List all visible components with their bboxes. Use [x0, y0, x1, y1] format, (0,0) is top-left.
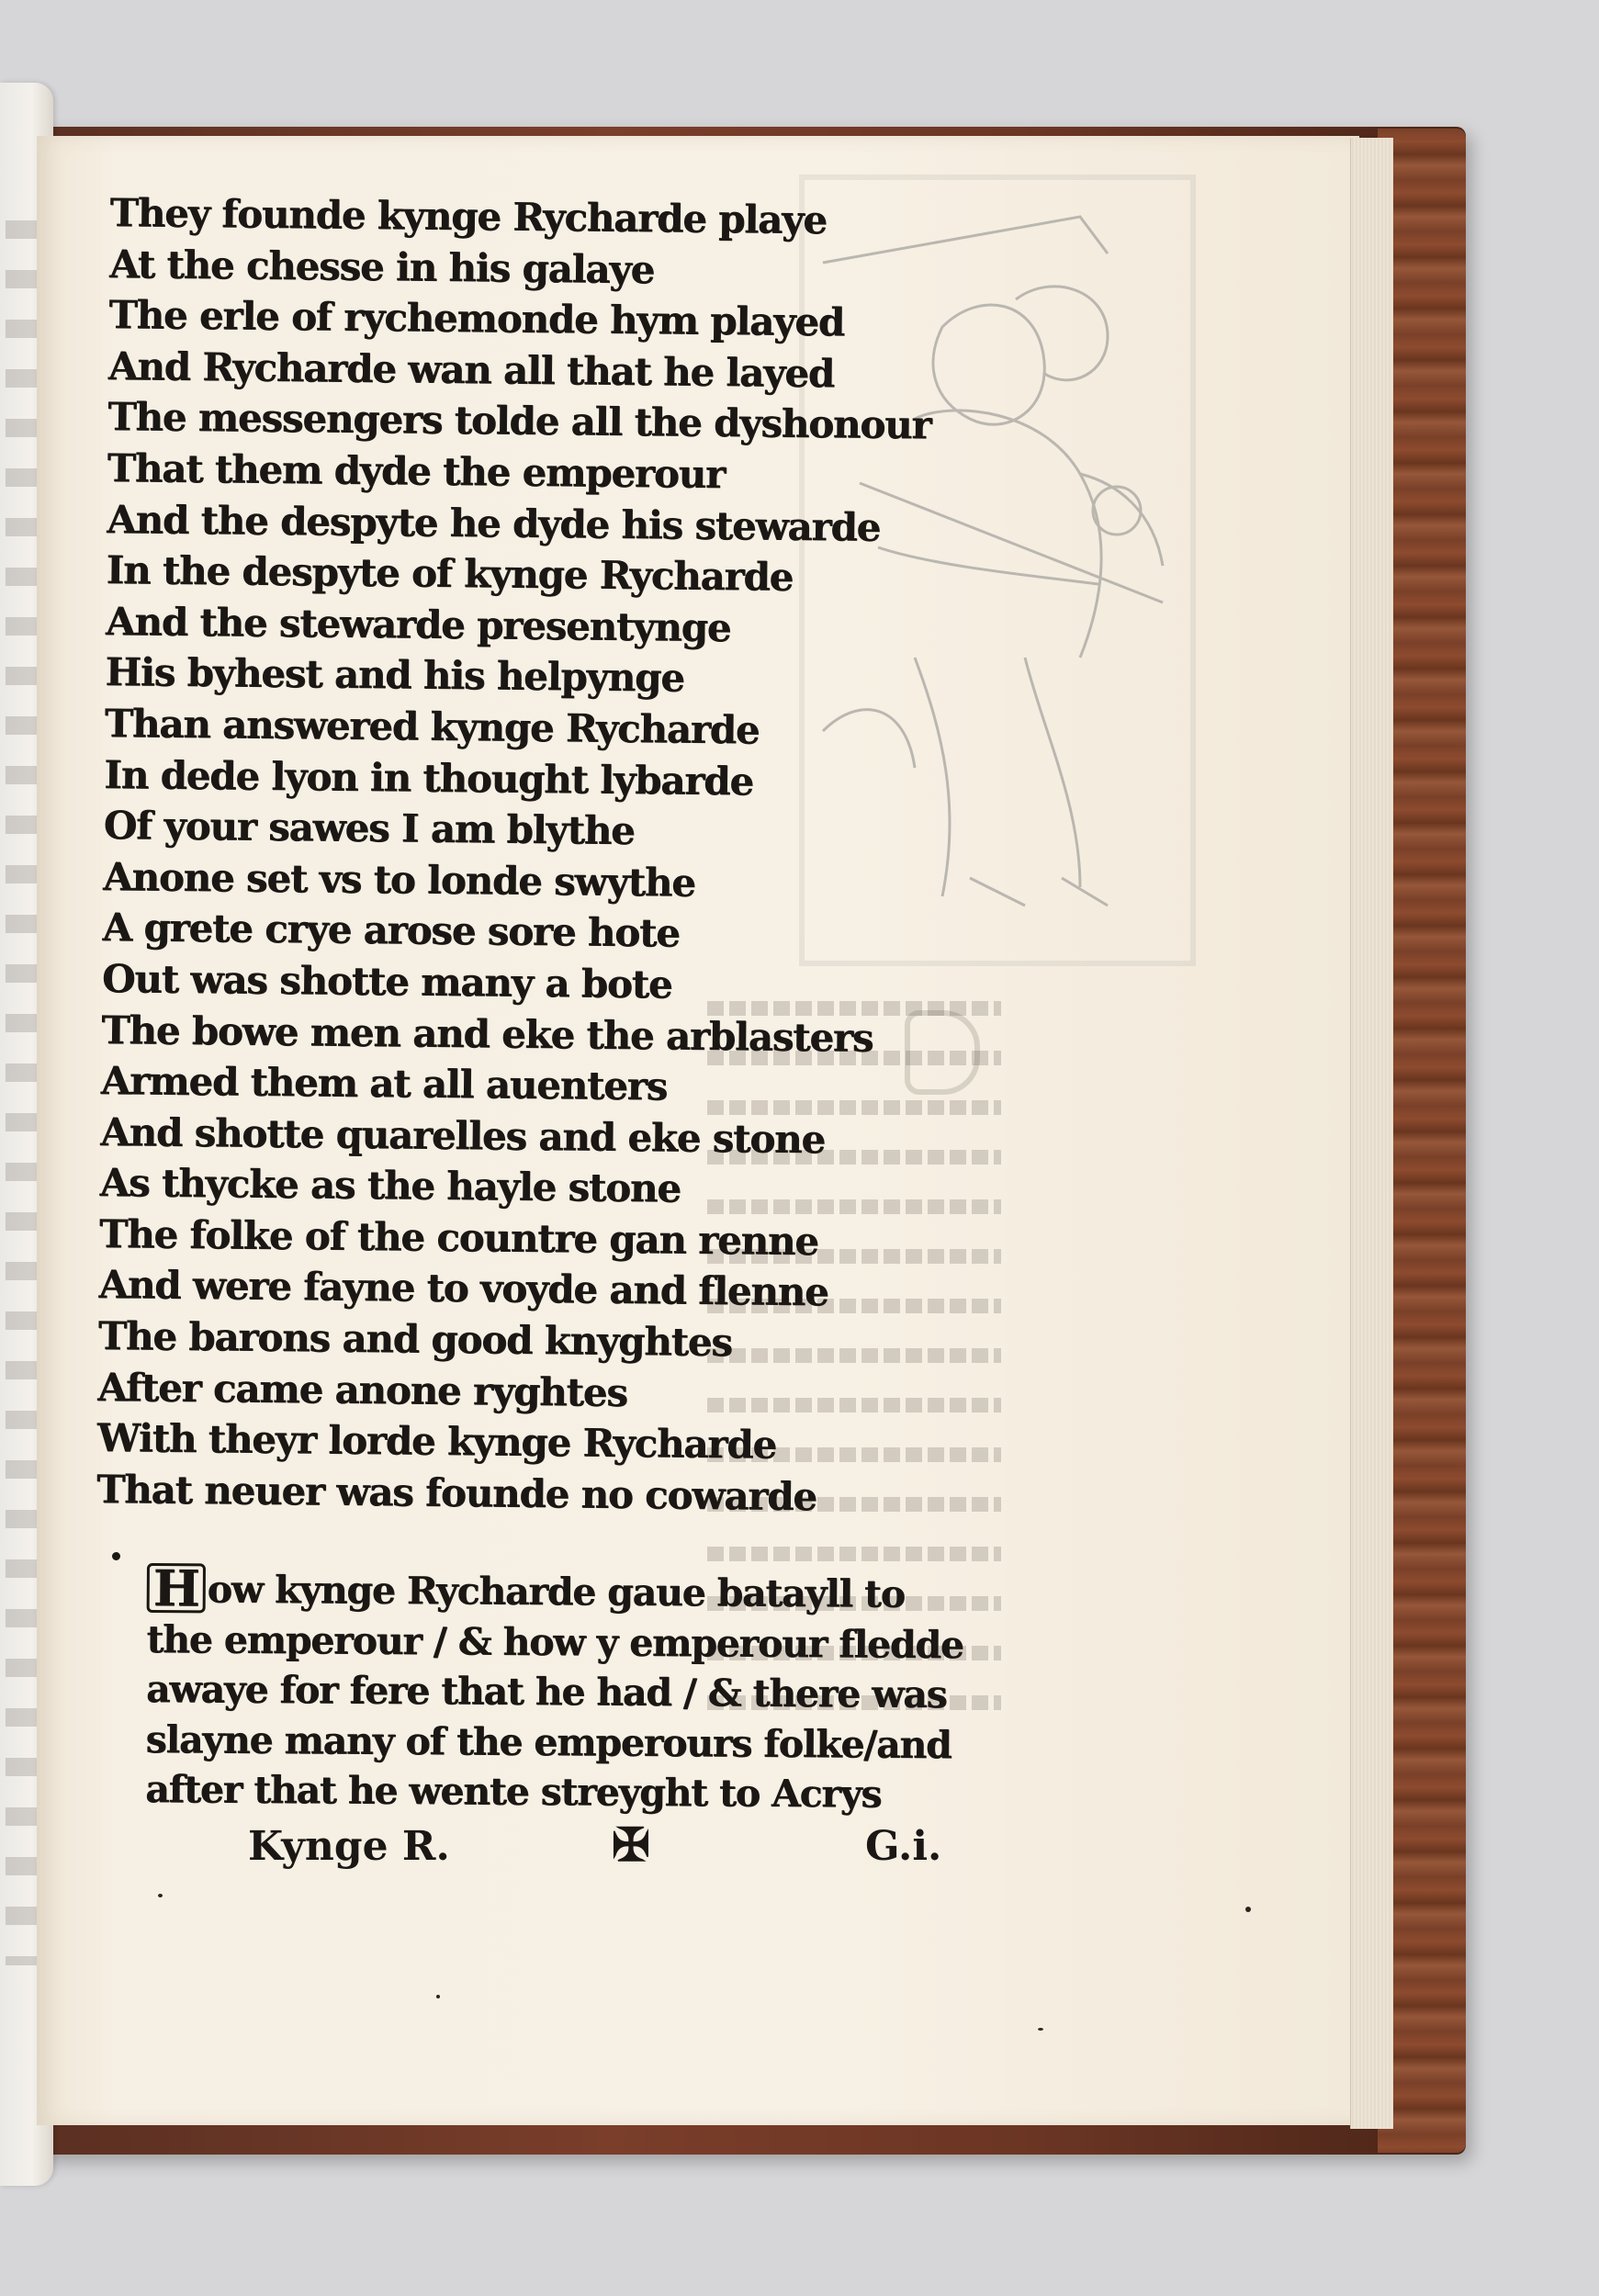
catchword: Kynge R. [248, 1823, 450, 1870]
chapter-heading [145, 1559, 974, 1820]
verse-line: Than answered kynge Rycharde [104, 700, 760, 753]
verse-line: After came anone ryghtes [97, 1364, 627, 1415]
ink-speck [1245, 1907, 1251, 1912]
verse-line: The messengers tolde all the dyshonour [107, 394, 931, 448]
verse-line: With theyr lorde kynge Rycharde [96, 1415, 777, 1468]
verse-block [96, 187, 937, 1524]
verse-line: And shotte quarelles and eke stone [99, 1109, 826, 1162]
verse-line: That neuer was founde no cowarde [96, 1466, 817, 1519]
ink-speck [436, 1995, 440, 1998]
decorated-initial: H [147, 1563, 206, 1613]
verse-line: A grete crye arose sore hote [102, 905, 680, 956]
verse-line: That them dyde the emperour [107, 445, 726, 497]
verse-line: The bowe men and eke the arblasters [101, 1007, 873, 1061]
heading-line: slayne many of the emperours folke/and [145, 1716, 952, 1767]
verse-line: And Rycharde wan all that he layed [107, 343, 835, 397]
verse-line: Out was shotte many a bote [101, 955, 672, 1007]
heading-line [147, 1559, 974, 1620]
heading-line: the emperour / & how y emperour fledde [146, 1616, 963, 1667]
heading-line: awaye for fere that he had / & there was [145, 1666, 947, 1717]
verse-line: In dede lyon in thought lybarde [104, 751, 754, 804]
verse-line: And were fayne to voyde and flenne [98, 1262, 828, 1315]
verse-line: And the despyte he dyde his stewarde [106, 496, 881, 550]
ink-speck [158, 1894, 163, 1897]
verse-line: At the chesse in his galaye [108, 241, 655, 292]
page-edges [1350, 138, 1393, 2129]
verse-line: And the stewarde presentynge [105, 598, 731, 650]
heading-line: after that he wente streyght to Acrys [145, 1766, 882, 1817]
verse-line: Of your sawes I am blythe [103, 803, 635, 854]
heading-first-line: ow kynge Rycharde gaue batayll to [207, 1567, 905, 1616]
verse-line: In the despyte of kynge Rycharde [106, 547, 794, 600]
verse-line: They founde kynge Rycharde playe [109, 189, 828, 243]
ink-speck [1038, 2028, 1043, 2031]
page-footer [248, 1818, 964, 1878]
verse-line: The folke of the countre gan renne [98, 1210, 819, 1265]
verse-line: The barons and good knyghtes [97, 1312, 733, 1366]
verse-line: The erle of rychemonde hym played [108, 292, 845, 345]
verse-line: Armed them at all auenters [100, 1058, 668, 1109]
cross-ornament-icon: ✠ [612, 1818, 650, 1872]
verse-line: His byhest and his helpynge [105, 649, 685, 701]
verse-line: As thycke as the hayle stone [99, 1160, 681, 1211]
verse-line: Anone set vs to londe swythe [102, 853, 695, 906]
paragraph-mark [112, 1552, 120, 1560]
signature-mark: G.i. [865, 1823, 942, 1870]
